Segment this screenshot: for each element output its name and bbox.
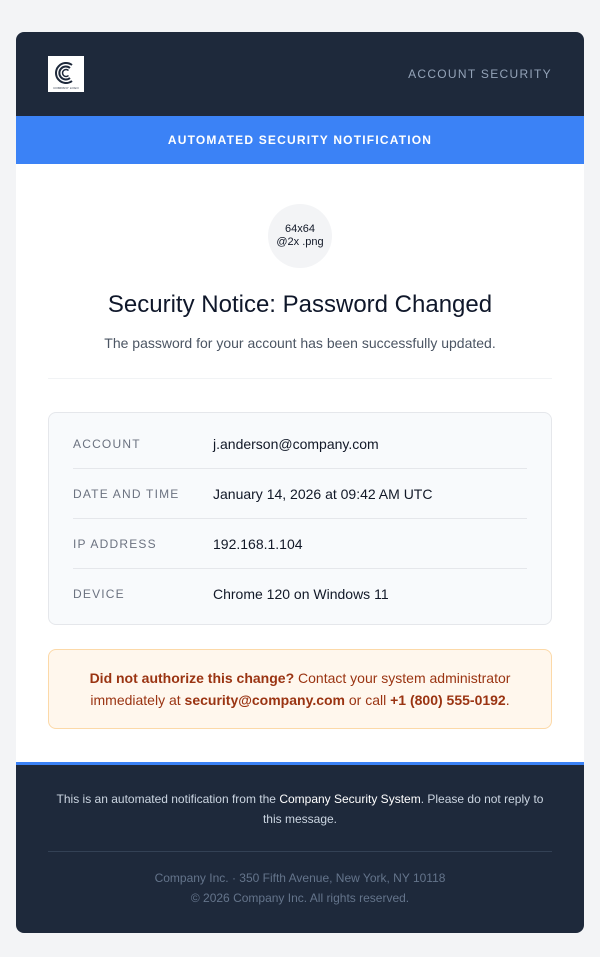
- detail-value: January 14, 2026 at 09:42 AM UTC: [213, 485, 433, 502]
- detail-value: 192.168.1.104: [213, 535, 303, 552]
- footer-copyright: © 2026 Company Inc. All rights reserved.: [190, 891, 410, 905]
- alert-text: Contact your system administrator immediately at: [90, 670, 511, 708]
- alert-text: or call: [345, 692, 391, 708]
- detail-row-account: [73, 419, 527, 469]
- detail-value: Chrome 120 on Windows 11: [213, 585, 389, 602]
- page-title: Security Notice: Password Changed: [107, 291, 493, 318]
- header-title: ACCOUNT SECURITY: [408, 67, 552, 81]
- email-header: [16, 32, 584, 116]
- detail-row-device: [73, 569, 527, 618]
- page-subtitle: The password for your account has been successfully updated.: [104, 335, 496, 351]
- footer-address: Company Inc. · 350 Fifth Avenue, New York, NY 10118: [154, 871, 446, 885]
- detail-value: j.anderson@company.com: [213, 435, 379, 452]
- detail-label: ACCOUNT: [73, 436, 141, 451]
- divider: [48, 378, 552, 379]
- company-logo: [48, 56, 84, 92]
- email-card: [16, 32, 584, 933]
- placeholder-format-label: @2x .png: [276, 236, 324, 248]
- placeholder-size-label: 64x64: [285, 223, 315, 235]
- warning-alert: [48, 649, 552, 729]
- detail-label: IP ADDRESS: [73, 536, 157, 551]
- footer-note: [48, 789, 552, 829]
- alert-text: .: [505, 692, 510, 708]
- logo-text: COMPANY LOGO: [53, 86, 79, 90]
- alert-lead: Did not authorize this change?: [89, 670, 295, 686]
- footer-divider: [48, 851, 552, 852]
- spacer: [48, 729, 552, 762]
- details-table: [48, 412, 552, 625]
- footer-note-text: This is an automated notification from the: [56, 792, 280, 806]
- email-footer: [16, 762, 584, 933]
- detail-row-date-time: [73, 469, 527, 519]
- detail-label: DATE AND TIME: [73, 486, 180, 501]
- support-phone-link[interactable]: +1 (800) 555-0192: [390, 692, 506, 708]
- security-email-link[interactable]: security@company.com: [184, 692, 345, 708]
- footer-note-text: . Please do not reply to this message.: [262, 792, 544, 826]
- email-body: [16, 204, 584, 762]
- notification-banner: AUTOMATED SECURITY NOTIFICATION: [16, 116, 584, 164]
- detail-label: DEVICE: [73, 586, 125, 601]
- footer-system-name: Company Security System: [279, 792, 421, 806]
- image-placeholder: [268, 204, 332, 268]
- detail-row-ip-address: [73, 519, 527, 569]
- company-logo-icon: [52, 60, 80, 86]
